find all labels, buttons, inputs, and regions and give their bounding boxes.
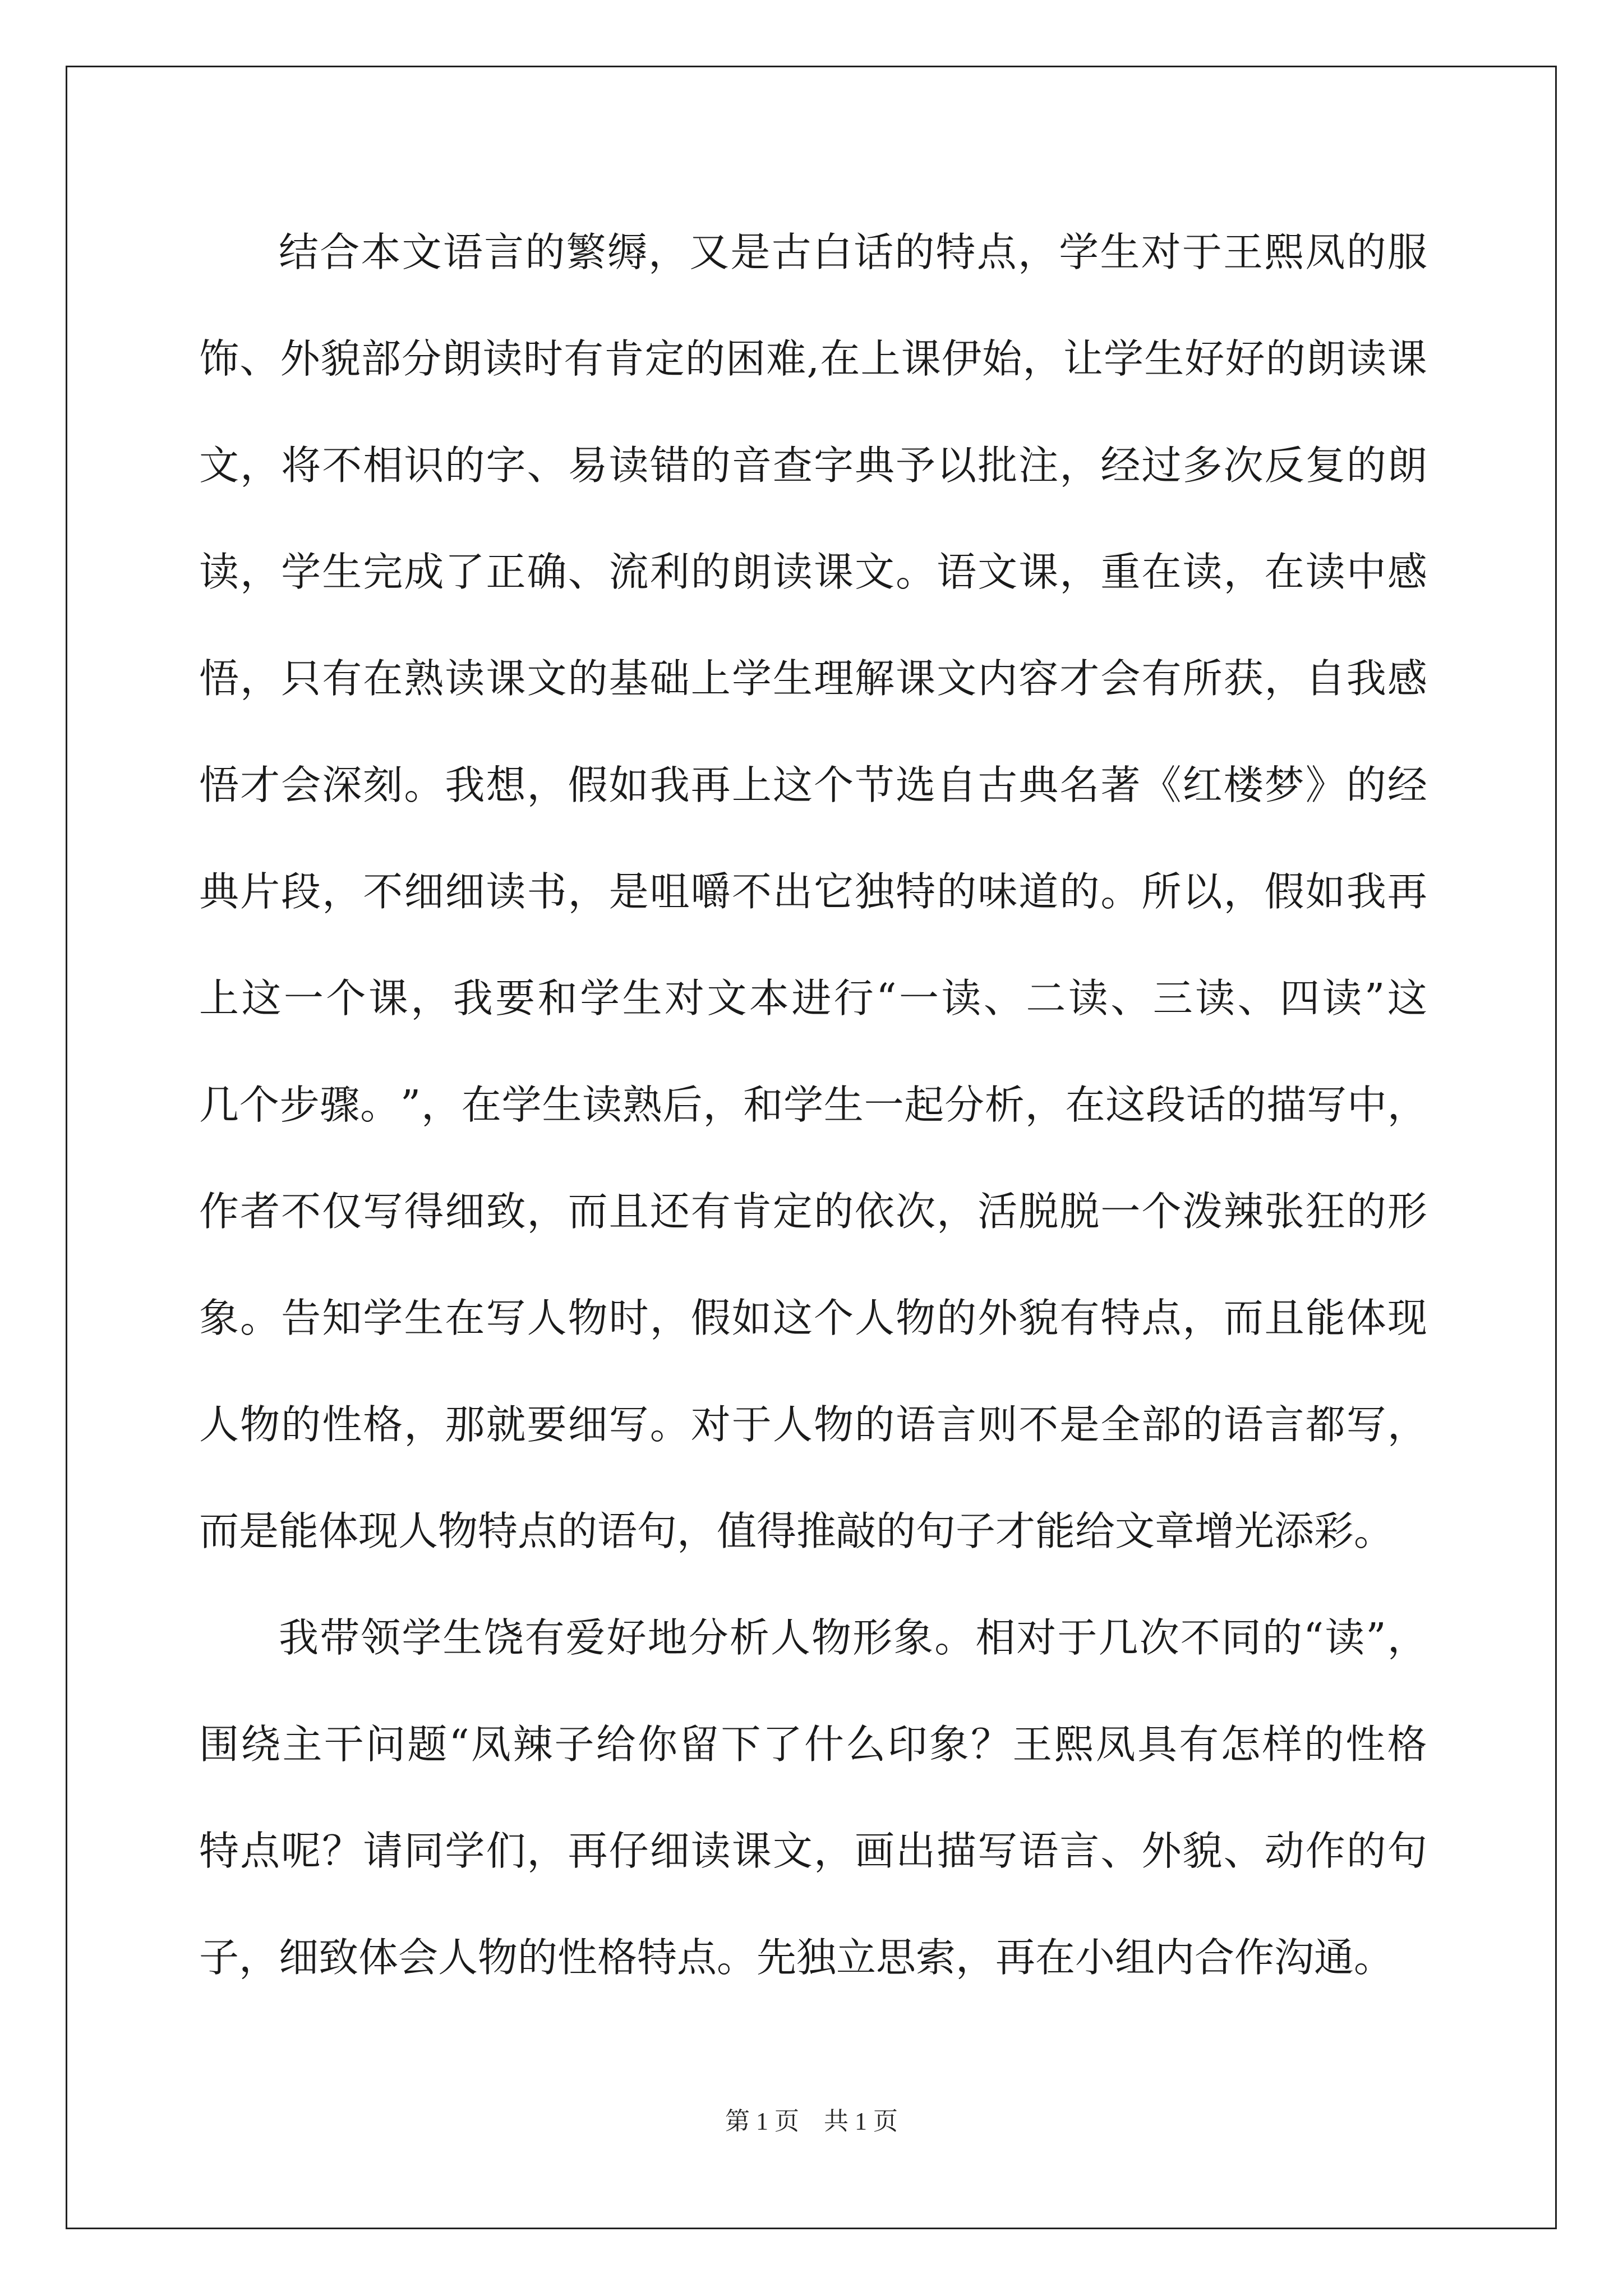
paragraph-1-line-9: 几 个 步 骤 。 ” ， 在 学 生 读 熟 后 ， 和 学 生 一 起 分 析 ， 在 这 段 话 的 描 写 中 ， (199, 1082, 1427, 1128)
paragraph-1-line-11: 象 。 告 知 学 生 在 写 人 物 时 ， 假 如 这 个 人 物 的 外 貌 有 特 点 ， 而 且 能 体 现 (199, 1295, 1427, 1341)
paragraph-2-line-2: 围 绕 主 干 问 题 “ 凤 辣 子 给 你 留 下 了 什 么 印 象 ？ 王 熙 凤 具 有 怎 样 的 性 格 (199, 1721, 1427, 1768)
paragraph-1-line-4: 读 ， 学 生 完 成 了 正 确 、 流 利 的 朗 读 课 文 。 语 文 课 ， 重 在 读 ， 在 读 中 感 (199, 549, 1427, 595)
paragraph-2-line-4: 子，细致体会人物的性格特点。先独立思索，再在小组内合作沟通。 (199, 1934, 1394, 1981)
paragraph-1-line-6: 悟 才 会 深 刻 。 我 想 ， 假 如 我 再 上 这 个 节 选 自 古 典 名 著 《 红 楼 梦 》 的 经 (199, 762, 1427, 808)
paragraph-1-line-1: 结 合 本 文 语 言 的 繁 缛 ， 又 是 古 白 话 的 特 点 ， 学 生 对 于 王 熙 凤 的 服 (279, 229, 1427, 275)
paragraph-1-line-7: 典 片 段 ， 不 细 细 读 书 ， 是 咀 嚼 不 出 它 独 特 的 味 道 的 。 所 以 ， 假 如 我 再 (199, 868, 1427, 915)
paragraph-1-line-3: 文 ， 将 不 相 识 的 字 、 易 读 错 的 音 查 字 典 予 以 批 注 ， 经 过 多 次 反 复 的 朗 (199, 442, 1427, 489)
paragraph-1-line-5: 悟 ， 只 有 在 熟 读 课 文 的 基 础 上 学 生 理 解 课 文 内 容 才 会 有 所 获 ， 自 我 感 (199, 655, 1427, 702)
paragraph-1-line-10: 作 者 不 仅 写 得 细 致 ， 而 且 还 有 肯 定 的 依 次 ， 活 脱 脱 一 个 泼 辣 张 狂 的 形 (199, 1188, 1427, 1235)
paragraph-1-line-2: 饰 、 外 貌 部 分 朗 读 时 有 肯 定 的 困 难 , 在 上 课 伊 始 ， 让 学 生 好 好 的 朗 读 课 (199, 335, 1427, 382)
paragraph-1-line-12: 人 物 的 性 格 ， 那 就 要 细 写 。 对 于 人 物 的 语 言 则 不 是 全 部 的 语 言 都 写 ， (199, 1401, 1427, 1448)
document-body (199, 199, 1427, 2011)
paragraph-1-line-8: 上 这 一 个 课 ， 我 要 和 学 生 对 文 本 进 行 “ 一 读 、 二 读 、 三 读 、 四 读 ” 这 (199, 975, 1427, 1022)
paragraph-2-line-1: 我 带 领 学 生 饶 有 爱 好 地 分 析 人 物 形 象 。 相 对 于 几 次 不 同 的 “ 读 ” ， (279, 1614, 1427, 1661)
paragraph-1-line-13: 而是能体现人物特点的语句，值得推敲的句子才能给文章增光添彩。 (199, 1508, 1394, 1554)
page-footer: 第 1 页 共 1 页 (725, 2108, 898, 2135)
paragraph-2-line-3: 特 点 呢 ？ 请 同 学 们 ， 再 仔 细 读 课 文 ， 画 出 描 写 语 言 、 外 貌 、 动 作 的 句 (199, 1828, 1427, 1874)
